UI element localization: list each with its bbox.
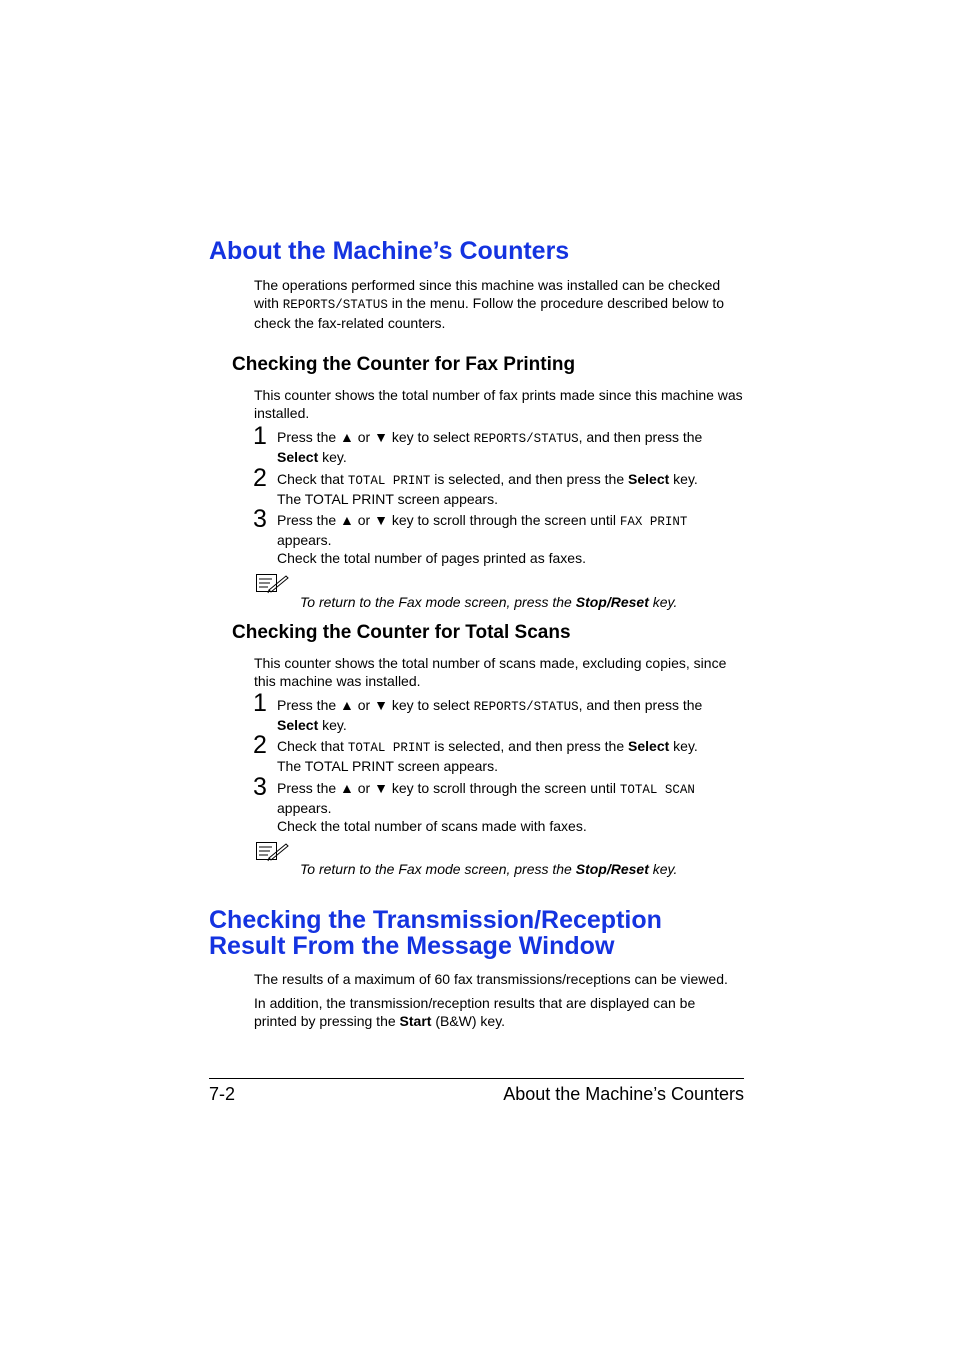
step-number: 2 [253, 464, 267, 492]
fax-step-1 [277, 429, 747, 467]
step-text: appears. [277, 531, 332, 548]
step-text: , and then press the [578, 429, 703, 445]
note-text: To return to the Fax mode screen, press the [300, 594, 576, 610]
step-text: appears. [277, 799, 332, 816]
step-text: Press the ▲ or ▼ key to select [277, 697, 474, 713]
step-number: 2 [253, 731, 267, 759]
menu-code: TOTAL SCAN [619, 783, 695, 797]
title-line: Checking the Transmission/Reception [209, 906, 662, 934]
key-name: Select [628, 471, 670, 487]
note-text: To return to the Fax mode screen, press the [300, 861, 576, 877]
step-result: The TOTAL PRINT screen appears. [277, 490, 498, 507]
step-text: , and then press the [578, 697, 703, 713]
step-text: key. [669, 471, 698, 487]
note-text: key. [648, 594, 678, 610]
menu-code-reports-status: REPORTS/STATUS [282, 297, 388, 312]
page-number: 7-2 [209, 1084, 236, 1104]
key-name: Select [277, 716, 319, 733]
para-text: In addition, the transmission/reception results that are displayed can be printed by pressing the [254, 995, 696, 1029]
menu-code: FAX PRINT [619, 515, 688, 529]
note-pencil-icon [255, 840, 289, 867]
step-number: 1 [253, 689, 267, 717]
step-text: Press the ▲ or ▼ key to select [277, 429, 474, 445]
scan-step-3 [277, 780, 747, 835]
scan-note [300, 861, 677, 878]
step-number: 1 [253, 422, 267, 450]
section2-p2 [254, 995, 729, 1031]
para-text: (B&W) key. [431, 1012, 506, 1029]
key-name: Select [628, 738, 670, 754]
section2-title [209, 907, 662, 959]
footer-rule [209, 1078, 744, 1079]
section1-intro [254, 277, 744, 332]
step-text: Press the ▲ or ▼ key to scroll through the screen until [277, 512, 620, 528]
step-number: 3 [253, 773, 267, 801]
menu-code: TOTAL PRINT [347, 741, 431, 755]
note-pencil-icon [255, 572, 289, 599]
fax-printing-intro: This counter shows the total number of fax prints made since this machine was installed. [254, 387, 743, 421]
section2-p1: The results of a maximum of 60 fax transmissions/receptions can be viewed. [254, 971, 728, 987]
step-text: key. [318, 716, 347, 733]
menu-code: REPORTS/STATUS [473, 700, 579, 714]
scan-step-2 [277, 738, 747, 776]
note-text: key. [648, 861, 678, 877]
key-name: Stop/Reset [575, 861, 649, 877]
step-text: Check that [277, 471, 348, 487]
menu-code: TOTAL PRINT [347, 474, 431, 488]
fax-step-2 [277, 471, 747, 509]
scan-step-1 [277, 697, 747, 735]
total-scans-intro: This counter shows the total number of scans made, excluding copies, since this machine was installed. [254, 655, 727, 689]
fax-note [300, 594, 677, 611]
step-text: key. [669, 738, 698, 754]
intro-text-2: in the menu. Follow the procedure described below to check the fax-related counters. [254, 294, 725, 331]
key-name: Select [277, 448, 319, 465]
step-text: key. [318, 448, 347, 465]
step-text: is selected, and then press the [430, 471, 629, 487]
heading-fax-printing: Checking the Counter for Fax Printing [232, 354, 576, 375]
step-result: The TOTAL PRINT screen appears. [277, 757, 498, 774]
intro-text-1: The operations performed since this machine was installed can be checked with [254, 277, 721, 311]
fax-step-3 [277, 512, 747, 567]
running-title: About the Machine’s Counters [503, 1084, 744, 1104]
title-line: Result From the Message Window [209, 932, 615, 960]
step-text: Press the ▲ or ▼ key to scroll through the screen until [277, 780, 620, 796]
step-result: Check the total number of scans made with faxes. [277, 817, 587, 834]
step-text: Check that [277, 738, 348, 754]
step-result: Check the total number of pages printed as faxes. [277, 549, 586, 566]
menu-code: REPORTS/STATUS [473, 432, 579, 446]
key-name: Start [399, 1012, 432, 1029]
step-number: 3 [253, 505, 267, 533]
page-title: About the Machine’s Counters [209, 237, 570, 265]
key-name: Stop/Reset [575, 594, 649, 610]
heading-total-scans: Checking the Counter for Total Scans [232, 622, 571, 643]
step-text: is selected, and then press the [430, 738, 629, 754]
